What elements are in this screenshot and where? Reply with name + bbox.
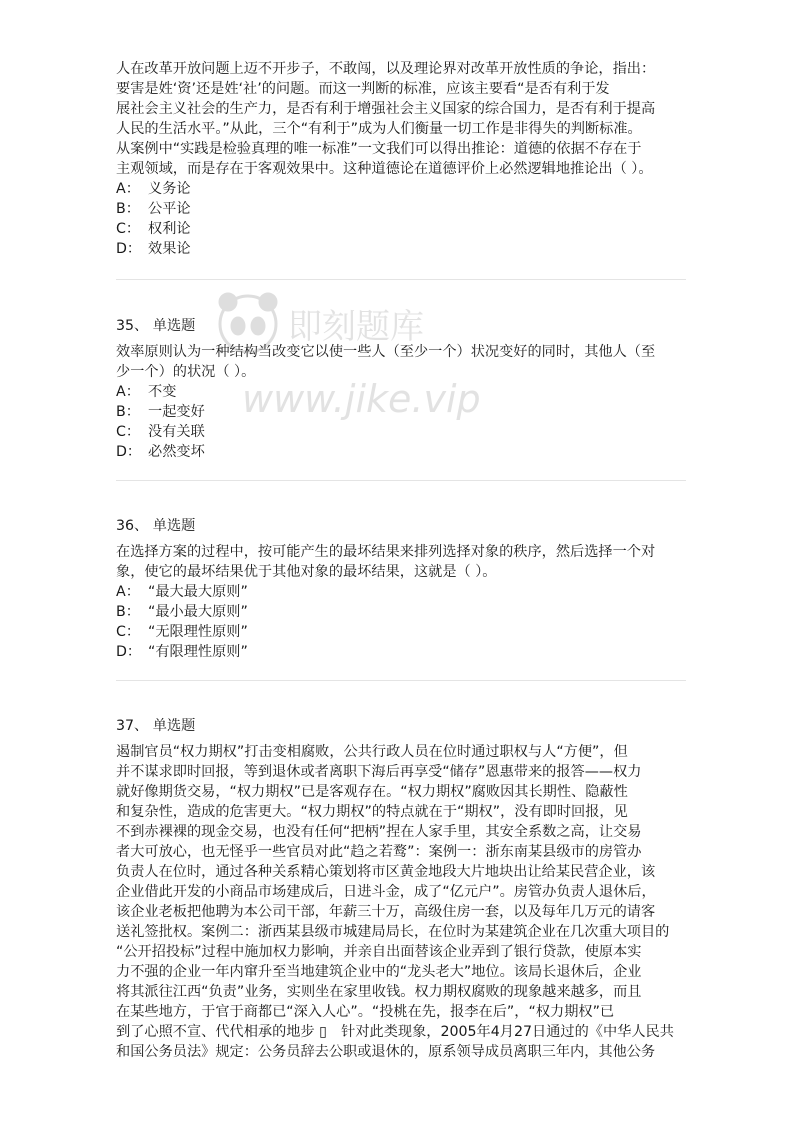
option-a[interactable]: A： “最大最大原则”	[116, 584, 248, 600]
option-c[interactable]: C： “无限理性原则”	[116, 624, 248, 640]
question-line: 在某些地方，于官于商都已“深入人心”。“投桃在先，报李在后”，“权力期权”已	[116, 1004, 615, 1020]
question-line: “公开招投标”过程中施加权力影响，并亲自出面替该企业弄到了银行贷款，使原本实	[116, 944, 642, 960]
option-c[interactable]: C： 没有关联	[116, 424, 205, 440]
question-line: 在选择方案的过程中，按可能产生的最坏结果来排列选择对象的秩序，然后选择一个对	[116, 544, 656, 560]
question-line: 就好像期货交易，“权力期权”已是客观存在。“权力期权”腐败因其长期性、隐蔽性	[116, 784, 628, 800]
question-36-body	[116, 542, 686, 582]
option-d[interactable]: D： “有限理性原则”	[116, 644, 248, 660]
question-line: 和复杂性，造成的危害更大。“权力期权”的特点就在于“期权”，没有即时回报，见	[116, 804, 628, 820]
question-line: 该企业老板把他聘为本公司干部，年薪三十万，高级住房一套，以及每年几万元的请客	[116, 904, 656, 920]
question-line: 到了心照不宣、代代相承的地步 ▯ 针对此类现象，2005年4月27日通过的《中华人民共	[116, 1024, 674, 1040]
option-a[interactable]: A： 不变	[116, 384, 177, 400]
question-line: 展社会主义社会的生产力，是否有利于增强社会主义国家的综合国力，是否有利于提高	[116, 101, 656, 117]
question-line: 主观领域，而是存在于客观效果中。这种道德论在道德评价上必然逻辑地推论出（ ）。	[116, 161, 653, 177]
question-35-body	[116, 342, 686, 382]
question-35-options	[116, 382, 686, 462]
option-a[interactable]: A： 义务论	[116, 181, 191, 197]
question-line: 力不强的企业一年内窜升至当地建筑企业中的“龙头老大”地位。该局长退休后，企业	[116, 964, 642, 980]
question-line: 象，使它的最坏结果优于其他对象的最坏结果，这就是（ ）。	[116, 564, 497, 580]
question-line: 不到赤裸裸的现金交易，也没有任何“把柄”捏在人家手里，其安全系数之高，让交易	[116, 824, 642, 840]
question-36	[116, 516, 686, 662]
question-line: 者大可放心，也无怪乎一些官员对此“趋之若鹜”：案例一：浙东南某县级市的房管办	[116, 844, 642, 860]
question-34-body	[116, 59, 686, 179]
question-37-body	[116, 742, 686, 1062]
divider	[116, 480, 686, 481]
question-line: 并不谋求即时回报，等到退休或者离职下海后再享受“储存”恩惠带来的报答——权力	[116, 764, 642, 780]
divider	[116, 279, 686, 280]
question-line: 送礼签批权。案例二：浙西某县级市城建局局长，在位时为某建筑企业在几次重大项目的	[116, 924, 670, 940]
question-line: 要害是姓‘资’还是姓‘社’的问题。而这一判断的标准，应该主要看“是否有利于发	[116, 81, 610, 97]
question-line: 企业借此开发的小商品市场建成后，日进斗金，成了“亿元户”。房管办负责人退休后，	[116, 884, 656, 900]
question-36-options	[116, 582, 686, 662]
question-line: 负责人在位时，通过各种关系精心策划将市区黄金地段大片地块出让给某民营企业，该	[116, 864, 656, 880]
option-b[interactable]: B： “最小最大原则”	[116, 604, 248, 620]
question-34	[116, 59, 686, 259]
option-b[interactable]: B： 公平论	[116, 201, 191, 217]
option-d[interactable]: D： 效果论	[116, 241, 191, 257]
question-34-options	[116, 179, 686, 259]
question-line: 从案例中“实践是检验真理的唯一标准”一文我们可以得出推论：道德的依据不存在于	[116, 141, 642, 157]
question-line: 少一个）的状况（ ）。	[116, 364, 256, 380]
question-heading: 36、 单选题	[116, 518, 196, 534]
question-line: 人在改革开放问题上迈不开步子，不敢闯，以及理论界对改革开放性质的争论，指出：	[116, 61, 656, 77]
question-line: 将其派往江西“负责”业务，实则坐在家里收钱。权力期权腐败的现象越来越多，而且	[116, 984, 642, 1000]
option-c[interactable]: C： 权利论	[116, 221, 191, 237]
watermark-brand: 即刻题库	[288, 307, 424, 347]
question-heading: 37、 单选题	[116, 718, 196, 734]
watermark-url: www.jike.vip	[242, 377, 481, 421]
divider	[116, 680, 686, 681]
option-d[interactable]: D： 必然变坏	[116, 444, 205, 460]
question-line: 人民的生活水平。”从此，三个“有利于”成为人们衡量一切工作是非得失的判断标准。	[116, 121, 642, 137]
question-line: 遏制官员“权力期权”打击变相腐败，公共行政人员在位时通过职权与人“方便”，但	[116, 744, 628, 760]
question-line: 和国公务员法》规定：公务员辞去公职或退休的，原系领导成员离职三年内，其他公务	[116, 1044, 656, 1060]
question-heading: 35、 单选题	[116, 318, 196, 334]
question-line: 效率原则认为一种结构当改变它以使一些人（至少一个）状况变好的同时，其他人（至	[116, 344, 656, 360]
question-35	[116, 316, 686, 462]
question-37	[116, 716, 686, 1062]
option-b[interactable]: B： 一起变好	[116, 404, 205, 420]
